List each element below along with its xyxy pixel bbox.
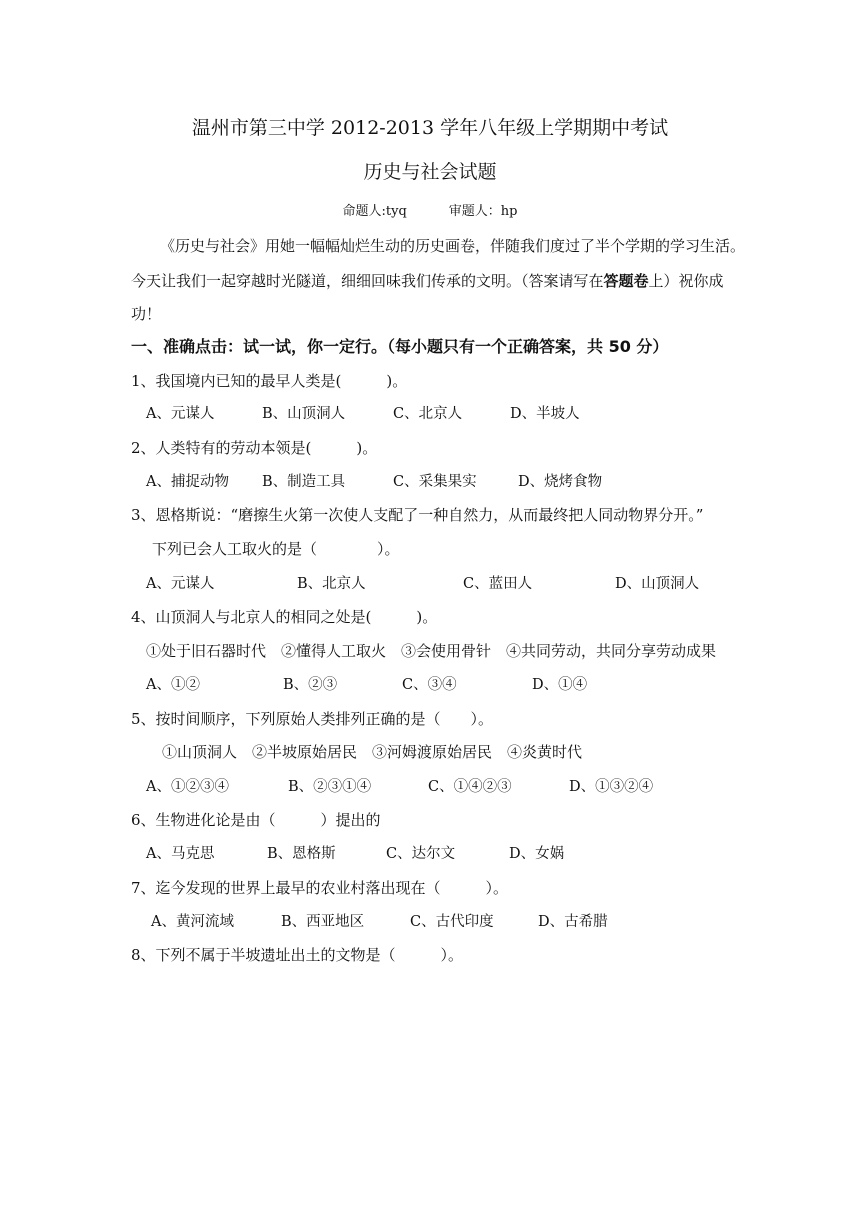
question-5-option-a: A、①②③④ (146, 779, 229, 795)
question-6-option-b: B、恩格斯 (267, 846, 336, 862)
question-1-stem: 1、我国境内已知的最早人类是( )。 (131, 372, 408, 390)
question-3-stem-2: 下列已会人工取火的是（ ）。 (152, 540, 400, 558)
question-7-stem: 7、迄今发现的世界上最早的农业村落出现在（ ）。 (131, 879, 509, 897)
answer-sheet-emphasis: 答题卷 (603, 272, 649, 290)
question-6-stem: 6、生物进化论是由（ ）提出的 (131, 811, 381, 829)
question-1-option-d: D、半坡人 (510, 406, 580, 422)
question-5-option-b: B、②③①④ (288, 779, 372, 795)
question-6-option-c: C、达尔文 (386, 846, 456, 862)
question-3-stem: 3、恩格斯说：“磨擦生火第一次使人支配了一种自然力，从而最终把人同动物界分开。” (131, 506, 704, 524)
section-heading: 一、准确点击：试一试，你一定行。（每小题只有一个正确答案，共 50 分） (131, 337, 669, 356)
reviewer-label: 审题人：hp (448, 204, 518, 219)
question-8-stem: 8、下列不属于半坡遗址出土的文物是（ ）。 (131, 946, 464, 964)
question-7-option-a: A、黄河流域 (151, 914, 234, 930)
question-5-stem: 5、按时间顺序，下列原始人类排列正确的是（ ）。 (131, 710, 494, 728)
question-3-option-a: A、元谋人 (146, 576, 215, 592)
question-3-option-b: B、北京人 (297, 576, 366, 592)
question-3-option-d: D、山顶洞人 (615, 576, 700, 592)
question-4-option-a: A、①② (146, 677, 200, 693)
question-2-option-b: B、制造工具 (262, 474, 346, 490)
exam-title: 温州市第三中学 2012-2013 学年八年级上学期期中考试 (191, 117, 669, 139)
authors-line (0, 202, 860, 222)
question-1-option-b: B、山顶洞人 (262, 406, 346, 422)
question-7-option-b: B、西亚地区 (281, 914, 365, 930)
question-4-option-d: D、①④ (532, 677, 588, 693)
intro-line-2: 今天让我们一起穿越时光隧道，细细回味我们传承的文明。（答案请写在答题卷上）祝你成 (131, 272, 724, 290)
question-7-option-c: C、古代印度 (410, 914, 494, 930)
question-2-option-c: C、采集果实 (393, 474, 477, 490)
exam-subtitle: 历史与社会试题 (363, 161, 497, 183)
question-2-stem: 2、人类特有的劳动本领是( )。 (131, 439, 378, 457)
question-4-stem: 4、山顶洞人与北京人的相同之处是( )。 (131, 608, 438, 626)
question-1-option-a: A、元谋人 (146, 406, 215, 422)
author-label: 命题人:tyq (342, 204, 407, 219)
question-4-option-c: C、③④ (402, 677, 457, 693)
question-4-option-b: B、②③ (283, 677, 338, 693)
question-3-option-c: C、蓝田人 (463, 576, 533, 592)
question-5-option-c: C、①④②③ (428, 779, 512, 795)
intro-line-3: 功！ (131, 305, 162, 323)
question-4-statements: ①处于旧石器时代 ②懂得人工取火 ③会使用骨针 ④共同劳动，共同分享劳动成果 (146, 642, 717, 660)
question-7-option-d: D、古希腊 (538, 914, 608, 930)
question-2-option-d: D、烧烤食物 (518, 474, 603, 490)
intro-line-1: 《历史与社会》用她一幅幅灿烂生动的历史画卷，伴随我们度过了半个学期的学习生活。 (160, 237, 746, 255)
question-2-option-a: A、捕捉动物 (146, 474, 229, 490)
question-6-option-d: D、女娲 (509, 846, 565, 862)
question-5-option-d: D、①③②④ (569, 779, 654, 795)
question-6-option-a: A、马克思 (146, 846, 215, 862)
question-5-statements: ①山顶洞人 ②半坡原始居民 ③河姆渡原始居民 ④炎黄时代 (162, 743, 583, 761)
question-1-option-c: C、北京人 (393, 406, 463, 422)
